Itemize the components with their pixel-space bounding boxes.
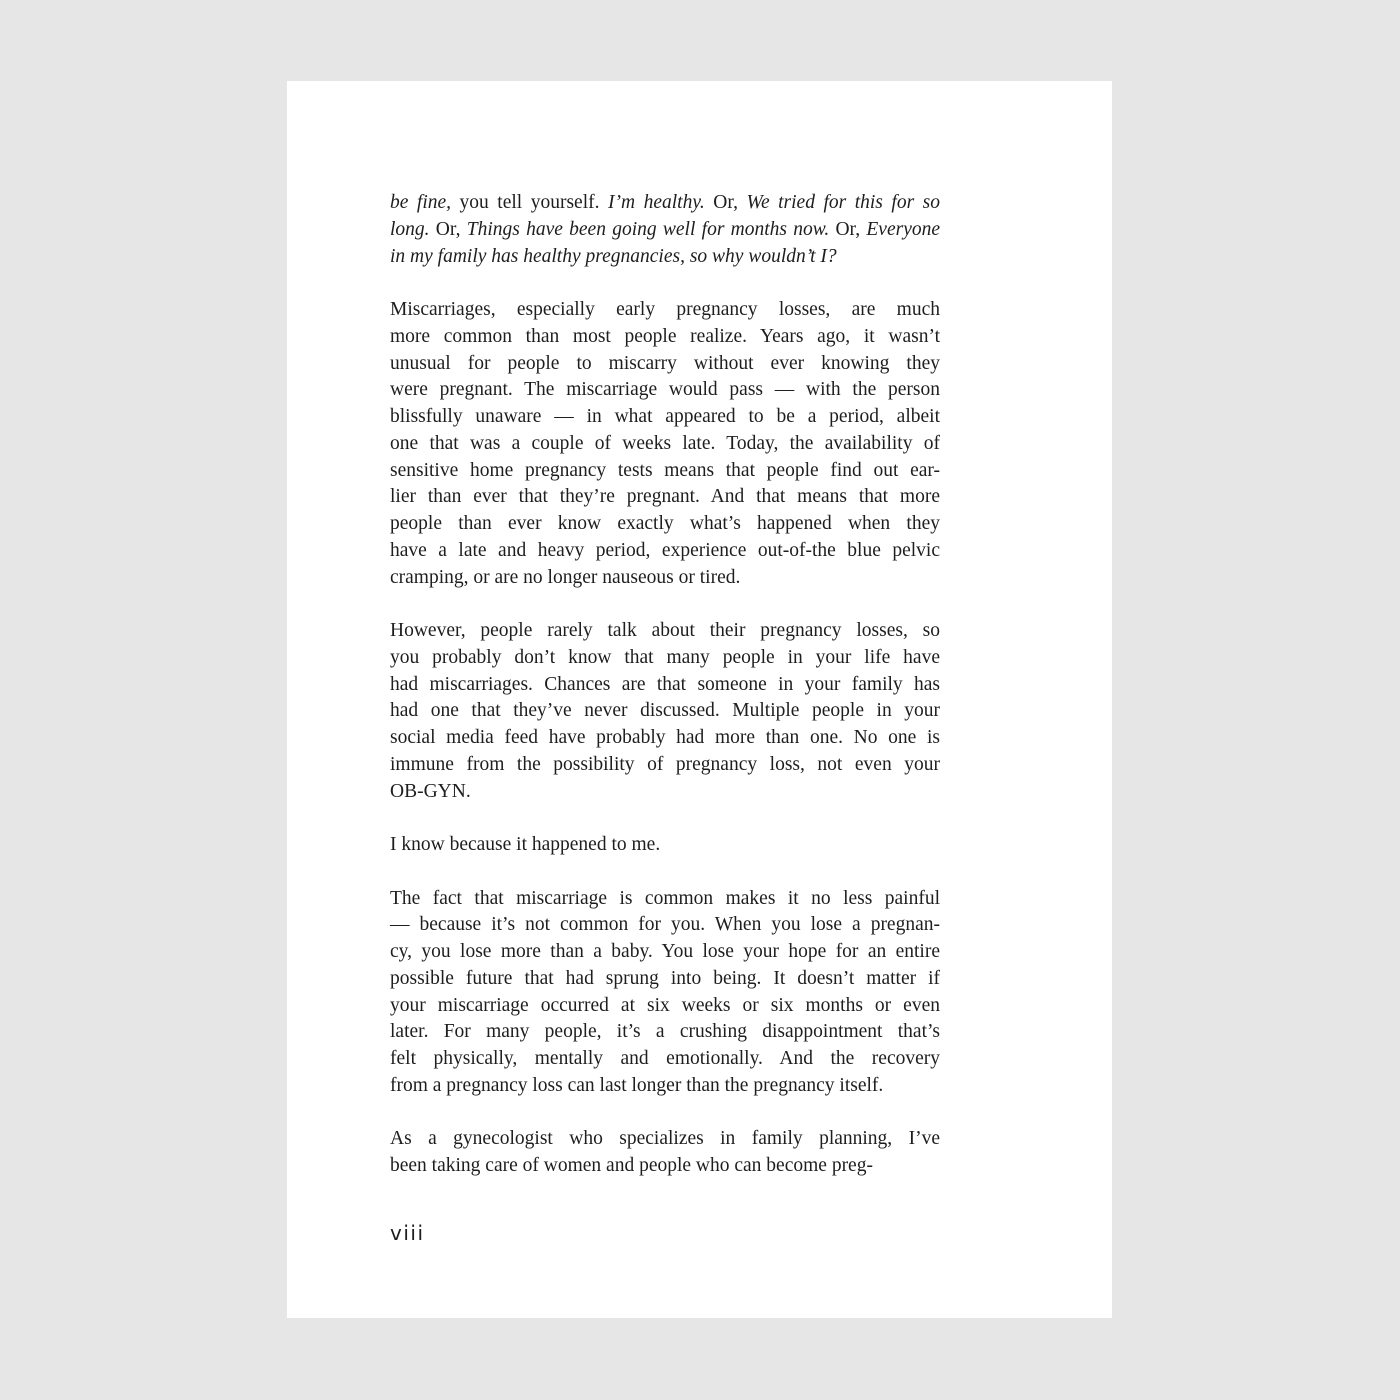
text-run: you probably don’t know that many people in your life have [390, 646, 940, 668]
text-line [390, 538, 940, 565]
text-run: been taking care of women and people who can become preg- [390, 1155, 873, 1176]
text-line [390, 565, 940, 592]
italic-text: Everyone [866, 218, 941, 240]
text-line [390, 244, 940, 271]
text-line [390, 190, 940, 217]
text-run: Miscarriages, especially early pregnancy losses, are much [390, 299, 940, 320]
text-line [390, 966, 940, 993]
text-line [390, 1153, 940, 1180]
text-line [390, 886, 940, 913]
text-line [390, 698, 940, 725]
italic-text: I’m healthy. [608, 192, 705, 213]
text-run: social media feed have probably had more than one. No one is [390, 727, 940, 748]
text-run: one that was a couple of weeks late. Today, the availability of [390, 432, 940, 454]
text-line [390, 484, 940, 511]
text-line [390, 1019, 940, 1046]
text-run: you tell yourself. [451, 192, 609, 213]
text-line [390, 297, 940, 324]
italic-text: in my family has healthy pregnancies, so why wouldn’t I? [390, 245, 837, 267]
book-page [287, 81, 1112, 1318]
text-line [390, 377, 940, 404]
text-run: people than ever know exactly what’s happened when they [390, 513, 940, 534]
text-line [390, 1126, 940, 1153]
text-run: more common than most people realize. Years ago, it wasn’t [390, 325, 940, 347]
text-run: Or, [704, 192, 747, 213]
text-line [390, 1046, 940, 1073]
text-line [390, 832, 940, 859]
italic-text: We tried for this for so [746, 192, 941, 213]
text-line [390, 1073, 940, 1100]
text-run: immune from the possibility of pregnancy loss, not even your [390, 753, 940, 775]
text-run: However, people rarely talk about their pregnancy losses, so [390, 620, 940, 641]
text-run: have a late and heavy period, experience out-of-the blue pelvic [390, 539, 940, 561]
text-run: your miscarriage occurred at six weeks or six months or even [390, 994, 940, 1016]
text-line [390, 779, 940, 806]
text-line [390, 645, 940, 672]
paragraph [390, 832, 940, 859]
text-line [390, 404, 940, 431]
text-run: sensitive home pregnancy tests means that people find out ear- [390, 459, 940, 481]
text-run: — because it’s not common for you. When you lose a pregnan- [390, 914, 940, 936]
text-line [390, 725, 940, 752]
text-run: had one that they’ve never discussed. Multiple people in your [390, 700, 940, 722]
text-run: Or, [429, 218, 467, 240]
text-run: lier than ever that they’re pregnant. And that means that more [390, 486, 940, 508]
text-line [390, 431, 940, 458]
text-run: I know because it happened to me. [390, 834, 661, 855]
paragraph [390, 1126, 940, 1180]
text-line [390, 912, 940, 939]
text-run: later. For many people, it’s a crushing disappointment that’s [390, 1021, 940, 1043]
text-run: unusual for people to miscarry without ever knowing they [390, 352, 940, 374]
text-line [390, 993, 940, 1020]
text-run: felt physically, mentally and emotionally. And the recovery [390, 1048, 940, 1069]
text-run: OB-GYN. [390, 780, 471, 802]
paragraph [390, 190, 940, 270]
text-run: The fact that miscarriage is common makes it no less painful [390, 887, 940, 909]
paragraph [390, 618, 940, 805]
text-line [390, 351, 940, 378]
text-run: possible future that had sprung into being. It doesn’t matter if [390, 967, 940, 989]
text-line [390, 752, 940, 779]
text-line [390, 618, 940, 645]
text-line [390, 939, 940, 966]
text-line [390, 672, 940, 699]
text-run: had miscarriages. Chances are that someone in your family has [390, 673, 940, 695]
italic-text: Things have been going well for months now. [466, 218, 830, 240]
text-line [390, 324, 940, 351]
text-line [390, 458, 940, 485]
text-run: Or, [829, 218, 867, 240]
text-run: blissfully unaware — in what appeared to be a period, albeit [390, 406, 940, 427]
text-line [390, 217, 940, 244]
italic-text: be fine, [390, 192, 452, 213]
text-run: cy, you lose more than a baby. You lose your hope for an entire [390, 941, 940, 962]
text-line [390, 511, 940, 538]
text-run: were pregnant. The miscarriage would pass — with the person [390, 379, 940, 401]
italic-text: long. [390, 218, 430, 240]
paragraph [390, 297, 940, 591]
text-run: As a gynecologist who specializes in family planning, I’ve [390, 1128, 940, 1150]
paragraph [390, 886, 940, 1100]
text-run: cramping, or are no longer nauseous or tired. [390, 566, 741, 588]
text-run: from a pregnancy loss can last longer than the pregnancy itself. [390, 1074, 884, 1096]
page-number: viii [390, 1221, 425, 1245]
body-text [390, 190, 940, 1180]
